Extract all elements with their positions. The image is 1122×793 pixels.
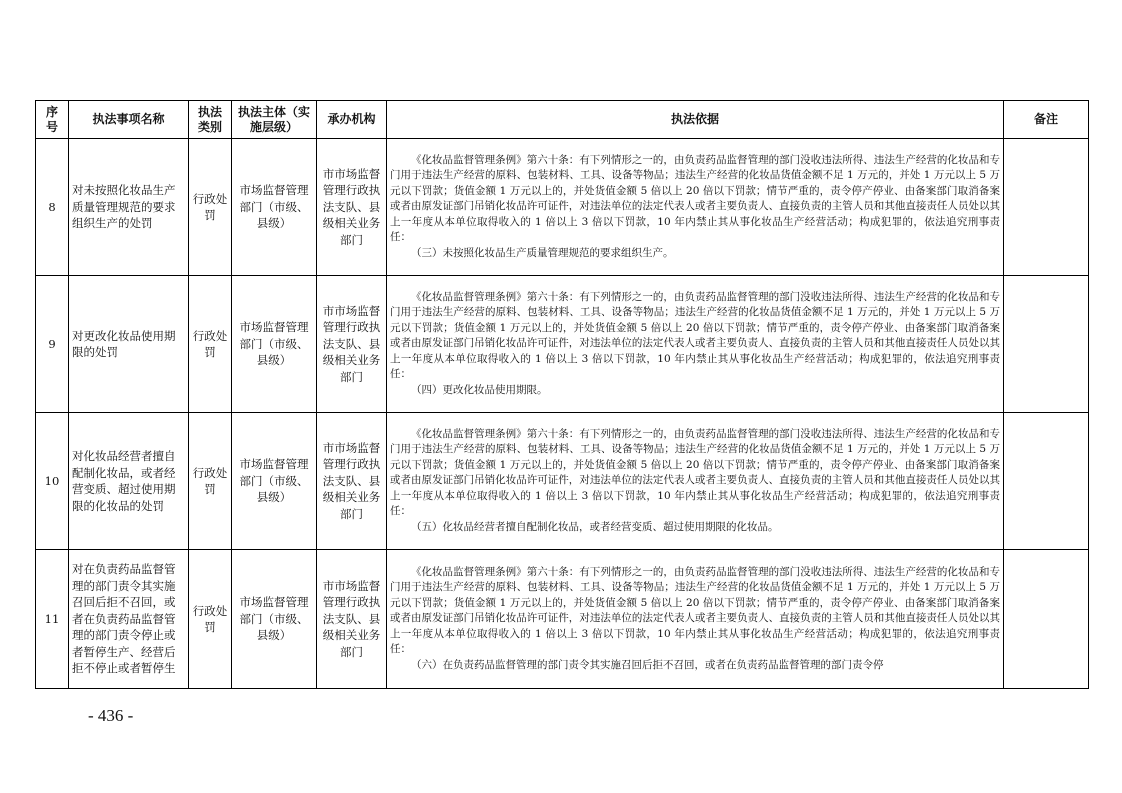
table-row <box>36 139 1089 276</box>
row-no: 10 <box>36 413 69 550</box>
header-subject: 执法主体（实施层级） <box>232 101 317 139</box>
row-org: 市市场监督管理行政执法支队、县级相关业务部门 <box>317 139 387 276</box>
row-subject: 市场监督管理部门（市级、县级） <box>232 413 317 550</box>
row-basis-text: 《化妆品监督管理条例》第六十条：有下列情形之一的，由负责药品监督管理的部门没收违法所得、违法生产经营的化妆品和专门用于违法生产经营的原料、包装材料、工具、设备等物品；违法生产经营的化妆品货值金额不足 1 万元的，并处 1 万元以上 5 万元以下罚款；货值金额 1 万元以上的，并处货值金额 5 倍以上 20 倍以下罚款；情节严重的，责令停产停业、由备案部门取消备案或者由原发证部门吊销化妆品许可证件，对违法单位的法定代表人或者主要负责人、直接负责的主管人员和其他直接责任人员处以其上一年度从本单位取得收入的 1 倍以上 3 倍以下罚款，10 年内禁止其从事化妆品生产经营活动；构成犯罪的，依法追究刑事责任： <box>390 566 1000 656</box>
row-org: 市市场监督管理行政执法支队、县级相关业务部门 <box>317 276 387 413</box>
row-basis-item: （三）未按照化妆品生产质量管理规范的要求组织生产。 <box>411 246 674 259</box>
table-row <box>36 276 1089 413</box>
table-header-row <box>36 101 1089 139</box>
row-subject: 市场监督管理部门（市级、县级） <box>232 550 317 689</box>
row-remark <box>1004 276 1089 413</box>
row-no: 8 <box>36 139 69 276</box>
row-basis-item: （五）化妆品经营者擅自配制化妆品，或者经营变质、超过使用期限的化妆品。 <box>411 520 779 533</box>
row-name: 对在负责药品监督管理的部门责令其实施召回后拒不召回，或者在负责药品监督管理的部门责令停止或者暂停生产、经营后拒不停止或者暂停生 <box>69 550 189 689</box>
row-remark <box>1004 413 1089 550</box>
row-basis-text: 《化妆品监督管理条例》第六十条：有下列情形之一的，由负责药品监督管理的部门没收违法所得、违法生产经营的化妆品和专门用于违法生产经营的原料、包装材料、工具、设备等物品；违法生产经营的化妆品货值金额不足 1 万元的，并处 1 万元以上 5 万元以下罚款；货值金额 1 万元以上的，并处货值金额 5 倍以上 20 倍以下罚款；情节严重的，责令停产停业、由备案部门取消备案或者由原发证部门吊销化妆品许可证件，对违法单位的法定代表人或者主要负责人、直接负责的主管人员和其他直接责任人员处以其上一年度从本单位取得收入的 1 倍以上 3 倍以下罚款，10 年内禁止其从事化妆品生产经营活动；构成犯罪的，依法追究刑事责任： <box>390 428 1000 518</box>
row-basis <box>387 139 1004 276</box>
row-category: 行政处罚 <box>189 413 232 550</box>
header-name: 执法事项名称 <box>69 101 189 139</box>
table-row <box>36 413 1089 550</box>
row-subject: 市场监督管理部门（市级、县级） <box>232 276 317 413</box>
row-no: 9 <box>36 276 69 413</box>
row-basis-text: 《化妆品监督管理条例》第六十条：有下列情形之一的，由负责药品监督管理的部门没收违法所得、违法生产经营的化妆品和专门用于违法生产经营的原料、包装材料、工具、设备等物品；违法生产经营的化妆品货值金额不足 1 万元的，并处 1 万元以上 5 万元以下罚款；货值金额 1 万元以上的，并处货值金额 5 倍以上 20 倍以下罚款；情节严重的，责令停产停业、由备案部门取消备案或者由原发证部门吊销化妆品许可证件，对违法单位的法定代表人或者主要负责人、直接负责的主管人员和其他直接责任人员处以其上一年度从本单位取得收入的 1 倍以上 3 倍以下罚款，10 年内禁止其从事化妆品生产经营活动；构成犯罪的，依法追究刑事责任： <box>390 291 1000 381</box>
row-remark <box>1004 550 1089 689</box>
row-category: 行政处罚 <box>189 550 232 689</box>
law-enforcement-table <box>35 100 1089 689</box>
row-no: 11 <box>36 550 69 689</box>
row-category: 行政处罚 <box>189 139 232 276</box>
header-category: 执法类别 <box>189 101 232 139</box>
row-basis-item: （四）更改化妆品使用期限。 <box>411 383 548 396</box>
row-basis <box>387 413 1004 550</box>
row-org: 市市场监督管理行政执法支队、县级相关业务部门 <box>317 413 387 550</box>
row-basis-text: 《化妆品监督管理条例》第六十条：有下列情形之一的，由负责药品监督管理的部门没收违法所得、违法生产经营的化妆品和专门用于违法生产经营的原料、包装材料、工具、设备等物品；违法生产经营的化妆品货值金额不足 1 万元的，并处 1 万元以上 5 万元以下罚款；货值金额 1 万元以上的，并处货值金额 5 倍以上 20 倍以下罚款；情节严重的，责令停产停业、由备案部门取消备案或者由原发证部门吊销化妆品许可证件，对违法单位的法定代表人或者主要负责人、直接负责的主管人员和其他直接责任人员处以其上一年度从本单位取得收入的 1 倍以上 3 倍以下罚款，10 年内禁止其从事化妆品生产经营活动；构成犯罪的，依法追究刑事责任： <box>390 154 1000 244</box>
table-row <box>36 550 1089 689</box>
row-basis <box>387 276 1004 413</box>
header-org: 承办机构 <box>317 101 387 139</box>
row-name: 对未按照化妆品生产质量管理规范的要求组织生产的处罚 <box>69 139 189 276</box>
header-remark: 备注 <box>1004 101 1089 139</box>
row-basis <box>387 550 1004 689</box>
row-category: 行政处罚 <box>189 276 232 413</box>
row-name: 对化妆品经营者擅自配制化妆品，或者经营变质、超过使用期限的化妆品的处罚 <box>69 413 189 550</box>
page-number: - 436 - <box>88 706 134 725</box>
row-subject: 市场监督管理部门（市级、县级） <box>232 139 317 276</box>
row-org: 市市场监督管理行政执法支队、县级相关业务部门 <box>317 550 387 689</box>
row-name: 对更改化妆品使用期限的处罚 <box>69 276 189 413</box>
row-remark <box>1004 139 1089 276</box>
header-basis: 执法依据 <box>387 101 1004 139</box>
row-basis-item: （六）在负责药品监督管理的部门责令其实施召回后拒不召回，或者在负责药品监督管理的部门责令停 <box>411 658 884 671</box>
header-no: 序号 <box>36 101 69 139</box>
